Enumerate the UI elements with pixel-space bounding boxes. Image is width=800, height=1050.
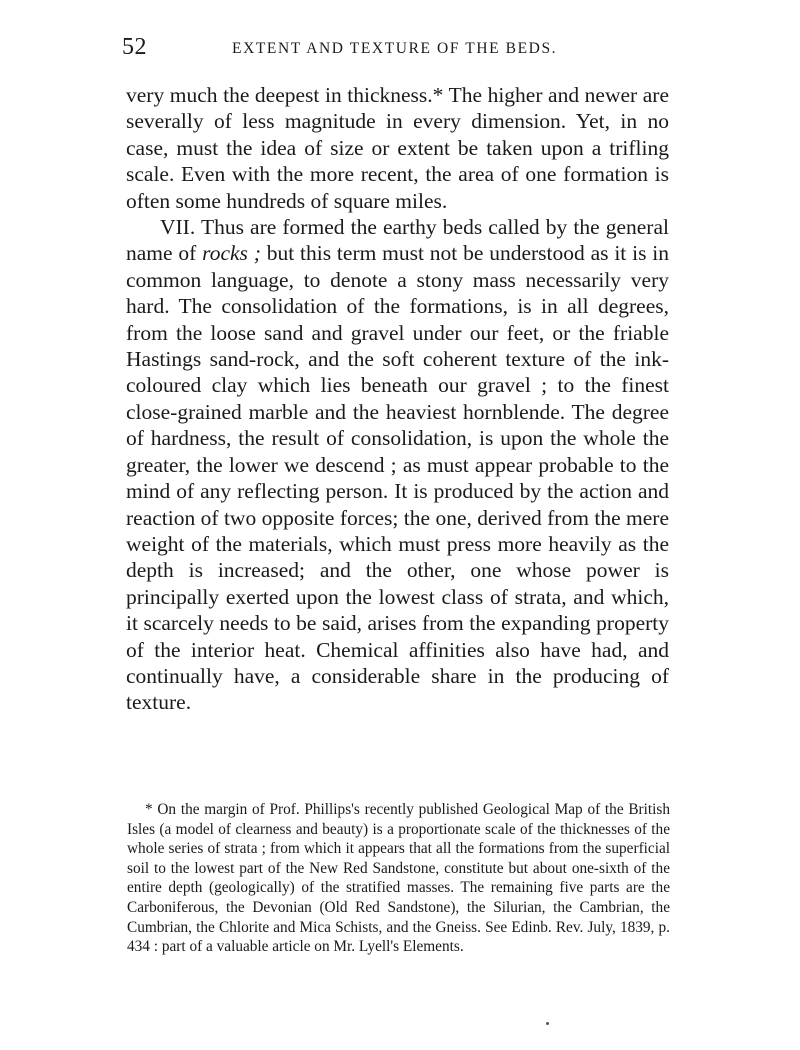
paragraph-2-part-2: but this term must not be understood as it is in common language, to denote a stony mass necessarily very hard. The consolidation of the formations, is in all degrees, from the loose sand and gravel under our feet, or the friable Hastings sand-rock, and the soft coherent texture of the ink-coloured clay which lies beneath our gravel ; to the finest close-grained marble and the heaviest hornblende. The degree of hardness, the result of consolidation, is upon the whole the greater, the lower we descend ; as must appear probable to the mind of any reflecting person. It is produced by the action and reaction of two opposite forces; the one, derived from the mere weight of the materials, which must press more heavily as the depth is increased; and the other, one whose power is principally exerted upon the lowest class of strata, and which, it scarcely needs to be said, arises from the expanding property of the interior heat. Chemical affinities also have had, and continually have, a considerable share in the producing of texture. — [126, 241, 670, 715]
running-title: EXTENT AND TEXTURE OF THE BEDS. — [232, 40, 558, 57]
paragraph-2 — [126, 214, 669, 716]
page-number: 52 — [122, 34, 147, 60]
footnote-text: * On the margin of Prof. Phillips's recently published Geological Map of the British Isles (a model of clearness and beauty) is a proportionate scale of the thicknesses of the whole series of strata ; from which it appears that all the formations from the superficial soil to the lowest part of the New Red Sandstone, constitute but about one-sixth of the entire depth (geologically) of the stratified masses. The remaining five parts are the Carboniferous, the Devonian (Old Red Sandstone), the Silurian, the Cambrian, the Cumbrian, the Chlorite and Mica Schists, and the Gneiss. See Edinb. Rev. July, 1839, p. 434 : part of a valuable article on Mr. Lyell's Elements. — [127, 801, 670, 956]
paragraph-1: very much the deepest in thickness.* The higher and newer are severally of less magnitude in every dimension. Yet, in no case, must the idea of size or extent be taken upon a trifling scale. Even with the more recent, the area of one formation is often some hundreds of square miles. — [126, 83, 669, 213]
footnote — [127, 800, 670, 957]
paragraph-2-part-1: VII. Thus are formed the earthy beds called by the general name of — [126, 215, 669, 266]
page-header — [122, 34, 670, 64]
print-speck — [546, 1022, 549, 1025]
main-text — [126, 82, 669, 716]
italic-term-rocks: rocks ; — [202, 241, 261, 266]
